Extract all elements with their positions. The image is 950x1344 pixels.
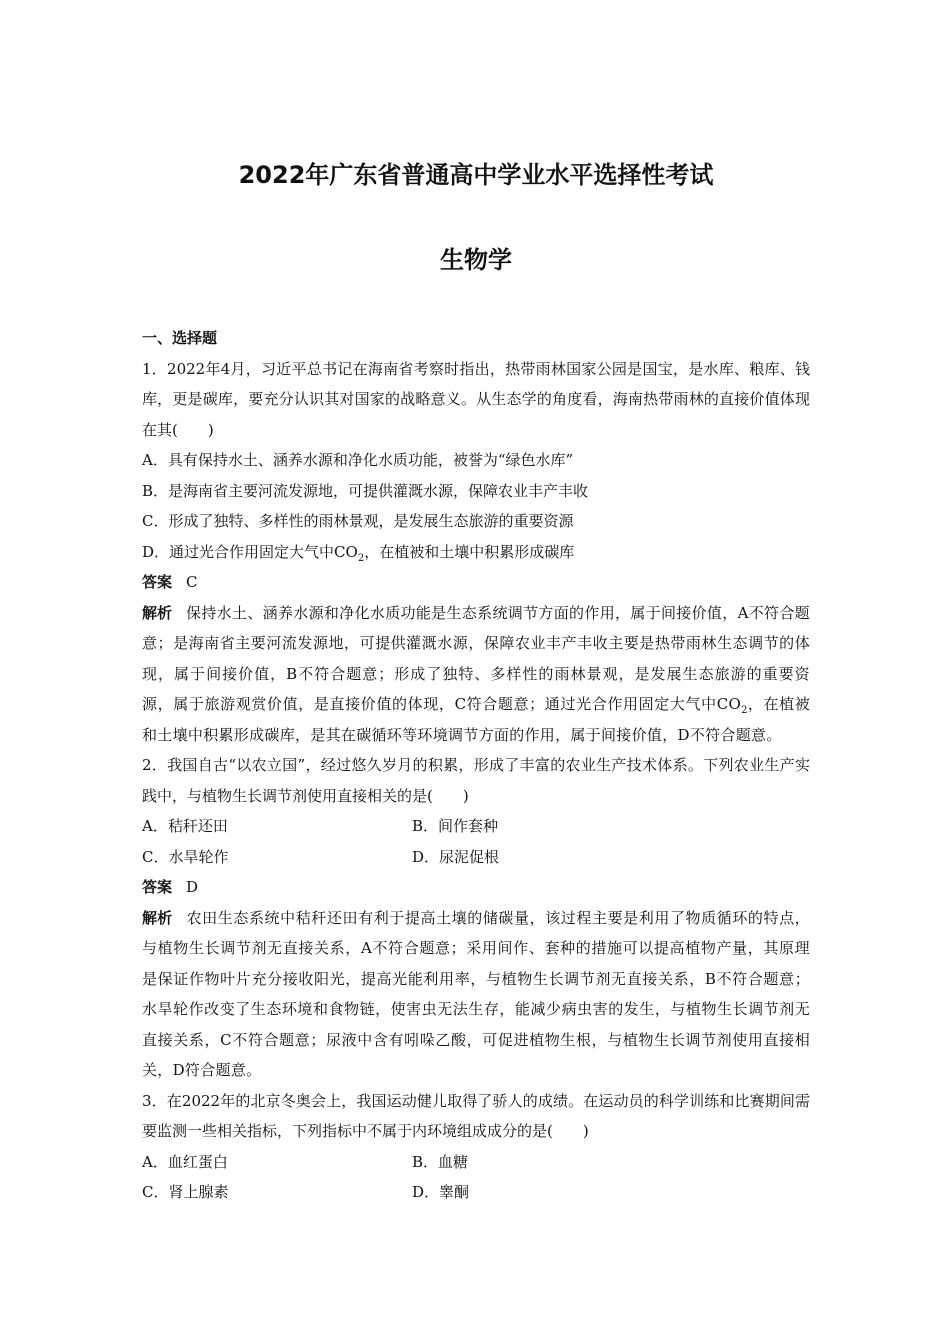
question-3-option-a: A．血红蛋白 [142,1152,228,1171]
answer-label: 答案 [142,878,173,896]
question-3-options-row-1 [142,1147,810,1178]
question-2-analysis [142,903,810,1086]
analysis-text-pre: 保持水土、涵养水源和净化水质功能是生态系统调节方面的作用，属于间接价值，A不符合题意；是海南省主要河流发源地，可提供灌溉水源，保障农业丰产丰收主要是热带雨林生态调节的体现，属于间接价值，B不符合题意；形成了独特、多样性的雨林景观，是发展生态旅游的重要资源，属于旅游观赏价值，是直接价值的体现，C符合题意；通过光合作用固定大气中CO [142,603,810,713]
question-2-options-row-2 [142,842,810,873]
analysis-text-post: ，在植被和土壤中积累形成碳库，是其在碳循环等环境调节方面的作用，属于间接价值，D不符合题意。 [142,695,810,744]
question-1-analysis [142,598,810,751]
question-1-answer [142,567,810,598]
option-d-text-post: ，在植被和土壤中积累形成碳库 [364,542,575,561]
exam-content [142,323,810,1208]
option-d-text-pre: D．通过光合作用固定大气中CO [142,542,358,561]
question-3-option-d: D．睾酮 [412,1183,470,1201]
answer-value: D [186,878,199,896]
answer-value: C [186,573,198,591]
question-2-answer [142,872,810,903]
question-3-option-b: B．血糖 [412,1152,469,1171]
question-2-options-row-1 [142,811,810,842]
analysis-label: 解析 [142,908,173,927]
question-3-options-row-2 [142,1177,810,1208]
question-2-option-c: C．水旱轮作 [142,847,229,866]
co2-subscript: 2 [741,705,748,716]
question-2-stem: 2．我国自古“以农立国”，经过悠久岁月的积累，形成了丰富的农业生产技术体系。下列农业生产实践中，与植物生长调节剂使用直接相关的是( ) [142,756,810,805]
question-2-option-a: A．秸秆还田 [142,817,228,835]
question-1-stem: 1．2022年4月，习近平总书记在海南省考察时指出，热带雨林国家公园是国宝，是水库、粮库、钱库，更是碳库，要充分认识其对国家的战略意义。从生态学的角度看，海南热带雨林的直接价值体现在其( ) [142,359,810,439]
subject-title: 生物学 [440,246,512,274]
question-1-option-b: B．是海南省主要河流发源地，可提供灌溉水源，保障农业丰产丰收 [142,481,589,500]
question-3-stem: 3．在2022年的北京冬奥会上，我国运动健儿取得了骄人的成绩。在运动员的科学训练和比赛期间需要监测一些相关指标，下列指标中不属于内环境组成成分的是( ) [142,1091,810,1140]
question-2-option-d: D．尿泥促根 [412,847,500,866]
analysis-text: 农田生态系统中秸秆还田有利于提高土壤的储碳量，该过程主要是利用了物质循环的特点，与植物生长调节剂无直接关系，A不符合题意；采用间作、套种的措施可以提高植物产量，其原理是保证作物叶片充分接收阳光，提高光能利用率，与植物生长调节剂无直接关系，B不符合题意；水旱轮作改变了生态环境和食物链，使害虫无法生存，能减少病虫害的发生，与植物生长调节剂无直接关系，C不符合题意；尿液中含有吲哚乙酸，可促进植物生根，与植物生长调节剂使用直接相关，D符合题意。 [142,908,810,1079]
answer-label: 答案 [142,573,173,591]
question-3-option-c: C．肾上腺素 [142,1183,229,1201]
question-1-option-d [142,537,810,568]
question-2-option-b: B．间作套种 [412,817,499,835]
section-heading: 一、选择题 [142,329,218,347]
co2-subscript: 2 [357,552,365,564]
question-1-option-c: C．形成了独特、多样性的雨林景观，是发展生态旅游的重要资源 [142,512,574,530]
analysis-label: 解析 [142,603,173,622]
question-1-option-a: A．具有保持水土、涵养水源和净化水质功能，被誉为“绿色水库” [142,451,574,469]
exam-title: 2022年广东省普通高中学业水平选择性考试 [238,161,714,189]
